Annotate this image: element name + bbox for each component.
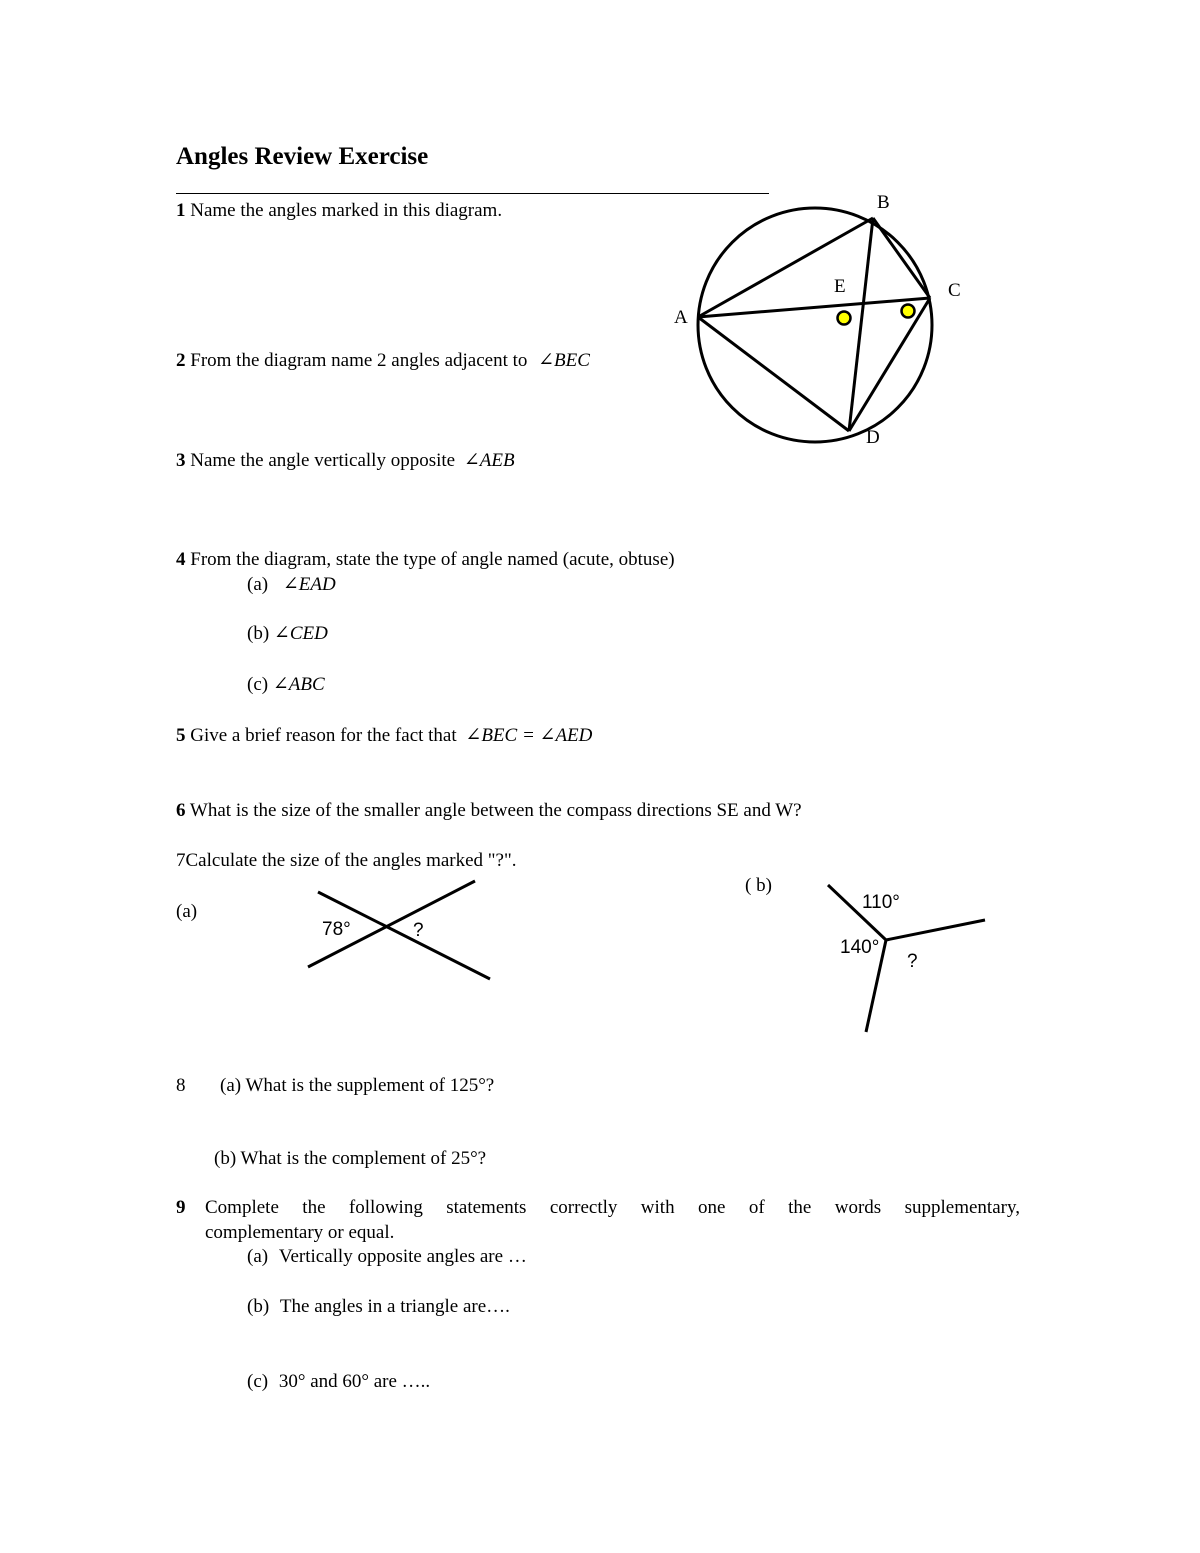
question-9-part-a — [247, 1246, 527, 1268]
question-9-text-line-1: Complete the following statements correctly with one of the words supplementary, — [205, 1197, 1020, 1218]
point-label-a: A — [674, 307, 688, 328]
point-label-c: C — [948, 280, 961, 301]
point-label-e: E — [834, 276, 846, 297]
unknown-angle-label: ? — [907, 951, 918, 972]
point-label-d: D — [866, 427, 880, 448]
part-text: 30° and 60° are ….. — [278, 1371, 431, 1392]
question-text: From the diagram name 2 angles adjacent to — [190, 350, 528, 371]
angle-expression: ∠EAD — [282, 574, 336, 595]
question-number: 4 — [176, 549, 186, 570]
question-7-part-a-label: (a) — [176, 901, 198, 922]
page-title: Angles Review Exercise — [176, 143, 429, 170]
question-8-part-a: (a) What is the supplement of 125°? — [220, 1075, 495, 1096]
angle-140-label: 140° — [840, 937, 880, 958]
question-number: 1 — [176, 200, 186, 221]
question-6 — [176, 800, 802, 822]
known-angle-label: 78° — [322, 919, 351, 940]
question-2 — [176, 350, 590, 372]
question-4-part-c — [247, 674, 325, 696]
question-9-part-b — [247, 1296, 510, 1318]
question-4-part-b — [247, 623, 328, 645]
angle-110-label: 110° — [862, 892, 900, 913]
question-4-part-a — [247, 574, 336, 596]
angle-expression: ∠AEB — [463, 450, 515, 471]
question-5 — [176, 725, 592, 747]
point-label-b: B — [877, 192, 890, 213]
question-8-number: 8 — [176, 1075, 186, 1096]
chord-bc — [873, 218, 930, 298]
unknown-angle-label: ? — [413, 920, 424, 941]
angle-expression: ∠ABC — [272, 674, 325, 695]
diagonal-ac — [698, 298, 930, 317]
question-9-number: 9 — [176, 1197, 186, 1218]
part-label: (c) — [247, 674, 269, 695]
question-1 — [176, 200, 502, 222]
question-7: 7Calculate the size of the angles marked "?". — [176, 850, 517, 871]
part-label: (a) — [247, 574, 269, 595]
chord-da — [698, 317, 849, 431]
angle-marker-2 — [902, 305, 915, 318]
part-label: (c) — [247, 1371, 269, 1392]
question-8-part-b: (b) What is the complement of 25°? — [214, 1148, 487, 1169]
question-number: 2 — [176, 350, 186, 371]
diagram-7b — [820, 880, 995, 1040]
question-text: Give a brief reason for the fact that — [190, 725, 457, 746]
question-number: 5 — [176, 725, 186, 746]
part-text: Vertically opposite angles are … — [278, 1246, 527, 1267]
angle-expression: ∠BEC — [538, 350, 590, 371]
question-text: From the diagram, state the type of angle named (acute, obtuse) — [190, 549, 675, 570]
angle-expression: ∠BEC = ∠AED — [465, 725, 593, 746]
part-text: The angles in a triangle are…. — [279, 1296, 510, 1317]
question-number: 6 — [176, 800, 186, 821]
question-9-part-c — [247, 1371, 430, 1393]
ray-right — [886, 920, 985, 940]
question-text: What is the size of the smaller angle between the compass directions SE and W? — [189, 800, 802, 821]
part-label: (a) — [247, 1246, 269, 1267]
question-9-text-line-2: complementary or equal. — [205, 1222, 395, 1243]
chord-ab — [698, 218, 873, 317]
question-number: 3 — [176, 450, 186, 471]
question-3 — [176, 450, 515, 472]
part-label: (b) — [247, 1296, 270, 1317]
diagram-7a — [300, 875, 500, 985]
question-text: Name the angle vertically opposite — [190, 450, 456, 471]
part-label: (b) — [247, 623, 270, 644]
question-text: Name the angles marked in this diagram. — [190, 200, 503, 221]
question-4 — [176, 549, 675, 571]
circle-diagram — [660, 185, 980, 455]
angle-marker-1 — [838, 312, 851, 325]
question-7-part-b-label: ( b) — [745, 875, 772, 896]
angle-expression: ∠CED — [273, 623, 328, 644]
